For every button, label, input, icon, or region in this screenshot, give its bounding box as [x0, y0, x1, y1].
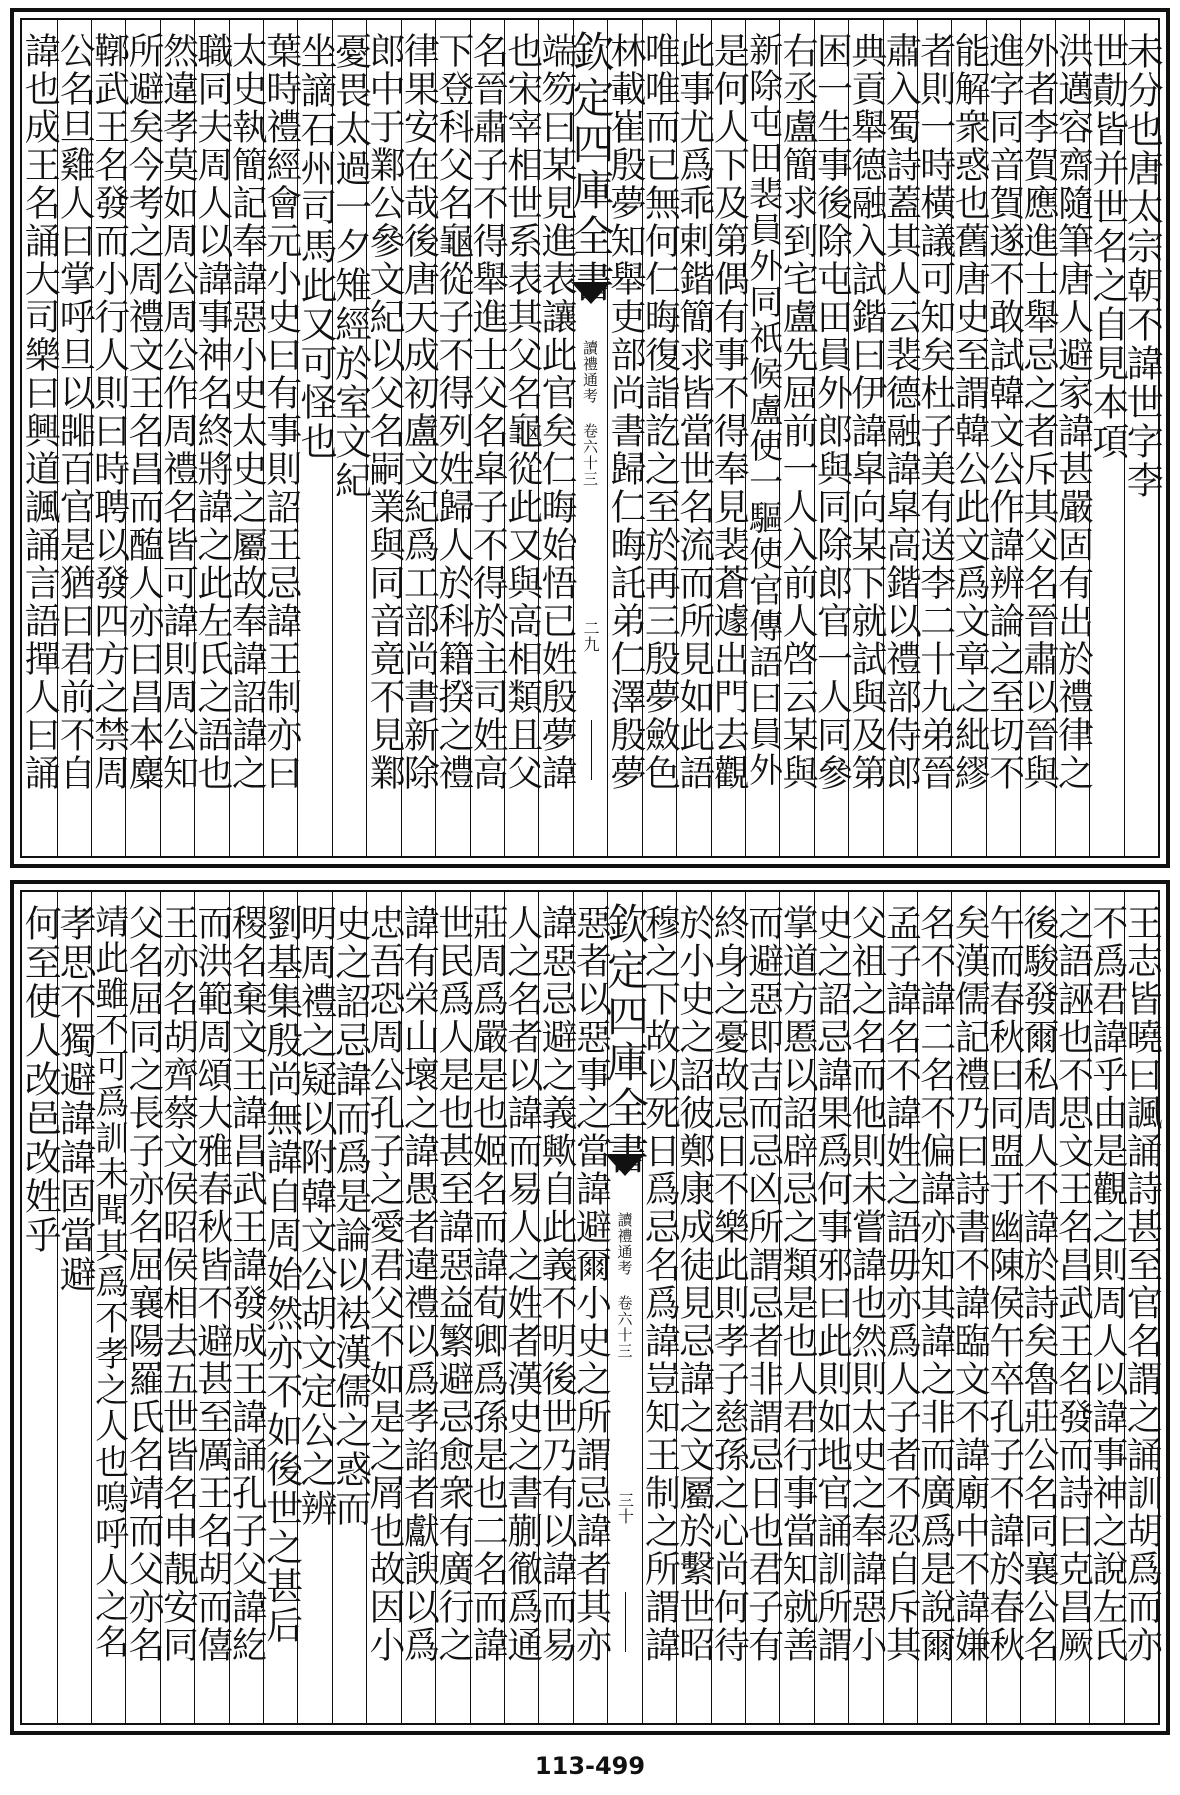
text-line: 劉基集殷尚無諱自周始然亦不如後世之甚后: [259, 904, 303, 1645]
text-line: 名晉肅子不得舉進士父名皐子不得於主司姓高: [467, 32, 509, 792]
text-line: 之語誣也不思文王名昌武王名發而詩曰克昌厥: [1052, 904, 1094, 1664]
text-column: [18, 892, 62, 1723]
text-line: 是何人下及第偶有事不得奉見裴蒼遽出門去觀: [708, 32, 750, 792]
text-line: 王志皆曉曰諷誦詩甚至官名謂之誦訓胡爲而亦: [1121, 904, 1163, 1664]
volume-label: 讀禮通考 卷六十三: [615, 1212, 634, 1359]
text-line: 唯唯而已無何仁晦復詣訖之至於再三殷夢斂色: [639, 32, 681, 792]
text-line: 太史執簡記奉諱惡小史太史之屬故奉諱詔諱之: [226, 32, 268, 792]
text-line: 掌道方慝以詔辟忌之類是也人君行事當知就善: [777, 904, 819, 1664]
text-line: 莊周爲嚴是也姬名而諱荀卿爲孫是也二名而諱: [467, 904, 509, 1664]
text-line: 葉時禮經會元小史曰有事則詔王忌諱王制亦曰: [260, 32, 302, 792]
text-line: 父祖之名而他則未嘗諱也然則太史之奉諱惡小: [845, 904, 887, 1664]
top-page-columns: [19, 20, 1164, 856]
text-line: 坐謫石州司馬此又可怪也: [294, 32, 338, 461]
text-line: 典貢舉德融入試鍇曰伊諱皐向某下就試與及第: [845, 32, 887, 792]
text-line: 矣漢儒記禮乃曰詩書不諱臨文不諱廟中不諱嫌: [949, 904, 991, 1664]
text-line: 不爲君諱乎由是觀之則周人以諱事神之說左氏: [1086, 904, 1128, 1664]
text-line: 終身之憂故忌日不樂此則孝子慈孫之心尚何待: [708, 904, 750, 1664]
text-line: 此事尤爲乖剌鍇簡求皆當世名流而所見如此語: [673, 32, 715, 792]
text-line: 郎中于鄴公參文紀以父名嗣業與同音竟不見鄴: [364, 32, 405, 792]
text-line: 肅入蜀詩蓋其人云裴德融諱皐高鍇以禮部侍郎: [880, 32, 922, 792]
top-page-frame: [19, 18, 1164, 858]
bottom-page: [10, 880, 1170, 1735]
text-line: 諱惡忌避之義歟自此義不明後世乃有以諱而易: [536, 904, 578, 1664]
text-line: 後駿發爾私周人不諱於詩矣魯莊公名同襄公名: [1018, 904, 1060, 1664]
text-line: 王亦名胡齊蔡文侯昭侯相去五世皆名申靚安同: [157, 904, 199, 1664]
text-line: 名不諱二名不偏諱亦知其諱之非而廣爲是說爾: [914, 904, 956, 1664]
text-line: 孟子諱名不諱姓之語毋亦爲人子者不忍自斥其: [880, 904, 922, 1664]
text-line: 父名屈同之長子亦名屈襄陽羅氏名靖而父亦名: [123, 904, 165, 1664]
text-line: 未分也唐太宗朝不諱世字李: [1120, 32, 1164, 500]
text-line: 律果安在哉後唐天成初盧文紀爲工部尚書新除: [398, 32, 440, 792]
text-line: 史之詔忌諱果爲何事邪曰此則如地官誦訓所謂: [811, 904, 853, 1664]
text-line: 明周禮之疑以附韓文公胡文定公之辨: [294, 904, 338, 1528]
text-line: 而洪範周頌大雅春秋皆不避甚至厲王名胡而僖: [191, 904, 233, 1664]
text-line: 然違孝莫如周公周公作周禮名皆可諱則周公知: [157, 32, 199, 792]
text-line: 於小史之詔彼鄭康成徒見忌諱之文屬於繫世昭: [673, 904, 715, 1664]
text-line: 諱也成王名誦大司樂曰興道諷誦言語撣人曰誦: [19, 32, 61, 792]
text-line: 困一生事後除屯田員外郎與同除郎官一人同參: [811, 32, 853, 792]
book-title: 欽定四庫全書: [600, 902, 650, 1178]
text-line: 外者李賀應進士舉忌之者斥其父名晉肅以晉與: [1018, 32, 1060, 792]
text-line: 者則一時橫議可知矣杜子美有送李二十九弟晉: [914, 32, 956, 792]
text-line: 穆之下故以死日爲忌名爲諱豈知王制之所謂諱: [639, 904, 681, 1664]
text-line: 諱有栄山壞之諱愚者違禮以爲孝諂者獻諛以爲: [398, 904, 440, 1664]
text-line: 惡者以惡事之當諱避爾小史之所謂忌諱者其亦: [570, 904, 612, 1664]
text-line: 鞹武王名發而小行人則曰時聘以發四方之禁周: [88, 32, 130, 792]
text-line: 能解衆惑也舊唐史至謂韓公此文爲文章之紕繆: [949, 32, 991, 792]
text-line: 稷名棄文王諱昌武王諱發成王諱誦孔子父諱紇: [226, 904, 268, 1664]
text-line: 公名旦雞人曰掌呼旦以嘂百官是猶曰君前不自: [54, 32, 96, 792]
text-line: 孝思不獨避諱諱固當避: [53, 904, 97, 1294]
page-number: 113-499: [534, 1752, 646, 1780]
text-line: 進字同音賀遂不敢試韓文公作諱辨論之至切不: [983, 32, 1025, 792]
bottom-page-columns: [18, 892, 1163, 1723]
text-line: 史之詔忌諱而爲是論以袪漢儒之惑而: [328, 904, 372, 1528]
text-line: 午而春秋曰同盟于幽陳侯午卒孔子不諱於春秋: [983, 904, 1025, 1664]
page-fold: [0, 870, 1180, 876]
text-line: 也宋宰相世系表其父名龜從此又與高相類且父: [501, 32, 543, 792]
leaf-number: 二九: [581, 620, 601, 652]
bottom-page-frame: [18, 890, 1163, 1725]
volume-label: 讀禮通考 卷六十三: [581, 340, 600, 487]
text-line: 林載崔殷夢知舉吏部尚書歸仁晦託弟仁澤殷夢: [604, 32, 646, 792]
text-line: 靖此雖不可爲訓未聞其爲不孝之人也嗚呼人之名: [88, 904, 129, 1660]
text-line: 下登科父名龜從子不得列姓歸人於科籍揆之禮: [432, 32, 474, 792]
text-line: 人之名者以諱而易人之姓者漢史之書蒯徹爲通: [501, 904, 543, 1664]
text-line: 何至使人改邑改姓乎: [18, 904, 62, 1255]
text-line: 憂畏太過一夕雉經於室文紀: [328, 32, 372, 500]
text-line: 端笏曰某見進表讓此官矣仁晦始悟已姓殷夢諱: [536, 32, 578, 792]
book-title: 欽定四庫全書: [566, 30, 616, 306]
center-rule: [591, 720, 592, 780]
text-line: 忠吾恐周公孔子之愛君父不如是之屑也故因小: [364, 904, 405, 1664]
text-line: 世勣皆并世名之自見本項: [1085, 32, 1129, 461]
text-column: [19, 20, 61, 856]
text-line: 職同夫周人以諱事神名終將諱之此左氏之語也: [191, 32, 233, 792]
text-line: 世民爲人是也甚至諱惡益繁避忌愈衆有廣行之: [432, 904, 474, 1664]
top-page: [10, 8, 1170, 868]
leaf-number: 三十: [615, 1492, 635, 1524]
text-line: 而避惡即吉而忌凶所謂忌者非謂忌日也君子有: [742, 904, 784, 1664]
text-line: 洪邁容齋隨筆唐人避家諱甚嚴固有出於禮律之: [1052, 32, 1094, 792]
text-line: 新除屯田裴員外同祇候盧使一驅使官傳語曰員外: [742, 32, 783, 788]
center-rule: [625, 1592, 626, 1652]
text-line: 右丞盧簡求到宅盧先屈前一人入前人啓云某與: [777, 32, 819, 792]
text-line: 所避矣今考之周禮文王名昌而醢人亦曰昌本麋: [123, 32, 165, 792]
